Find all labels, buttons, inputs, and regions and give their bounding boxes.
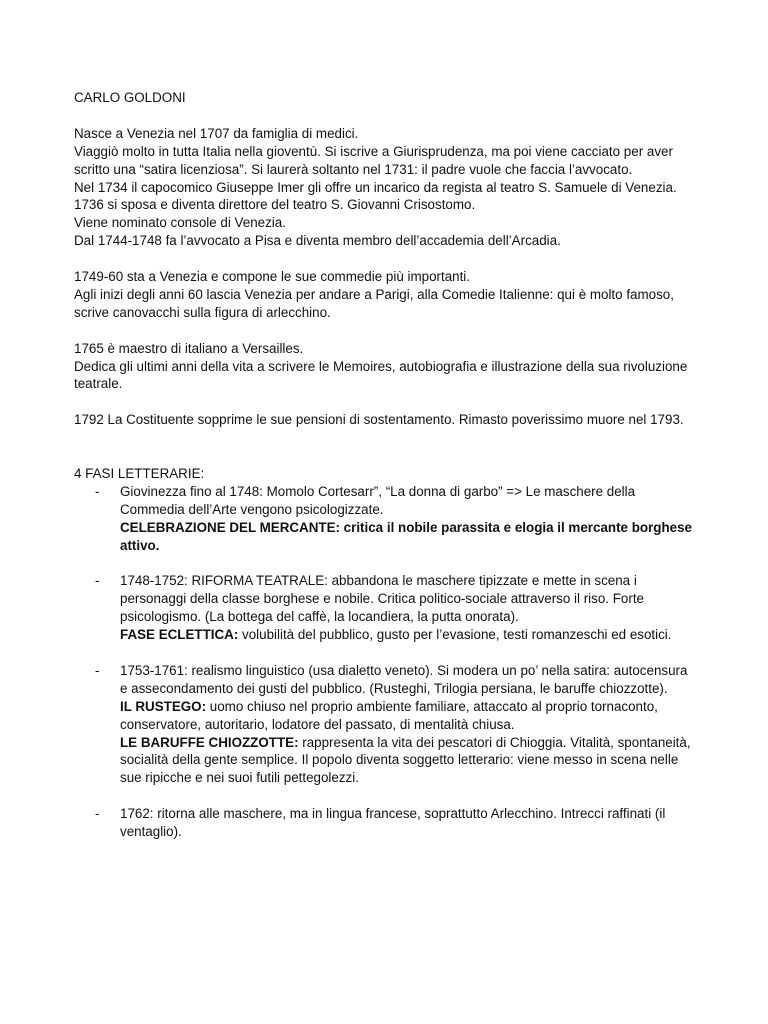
bullet-dash: - bbox=[95, 573, 100, 589]
phase-bold-label: LE BARUFFE CHIOZZOTTE: bbox=[120, 734, 299, 750]
phase-bold-text: rappresenta la vita dei pescatori di Chioggia. Vitalità, spontaneità, socialità della gente semplice. Il popolo diventa soggetto letterario: viene messo in scena nelle sue ripicche e nei suoi futili pettegolezzi. bbox=[120, 734, 691, 786]
phase-item bbox=[74, 805, 694, 841]
document-body bbox=[74, 89, 694, 841]
phase-text: 1748-1752: RIFORMA TEATRALE: abbandona le maschere tipizzate e mette in scena i personaggi della classe borghese e nobile. Critica politico-sociale attraverso il riso. Forte psicologismo. (La bottega del caffè, la locandiera, la putta onorata). bbox=[120, 573, 644, 625]
phase-bold-text: volubilità del pubblico, gusto per l’evasione, testi romanzeschi ed esotici. bbox=[238, 627, 672, 643]
phase-bold-label: CELEBRAZIONE DEL MERCANTE: critica il nobile parassita e elogia il mercante borghese attivo. bbox=[120, 519, 692, 553]
phase-bold-label: FASE ECLETTICA: bbox=[120, 627, 239, 643]
phase-text: 1753-1761: realismo linguistico (usa dialetto veneto). Si modera un po’ nella satira: autocensura e assecondamento dei gusti del pubblico. (Rusteghi, Trilogia persiana, le baruffe chiozzotte). bbox=[120, 662, 688, 696]
phase-bold-label: IL RUSTEGO: bbox=[120, 698, 207, 714]
phase-item bbox=[74, 572, 694, 644]
bullet-dash: - bbox=[95, 662, 100, 678]
paris-line: 1749-60 sta a Venezia e compone le sue commedie più importanti. bbox=[74, 269, 471, 285]
paris-line: Agli inizi degli anni 60 lascia Venezia per andare a Parigi, alla Comedie Italienne: qui è molto famoso, scrive canovacchi sulla figura di arlecchino. bbox=[74, 286, 674, 320]
bullet-dash: - bbox=[95, 806, 100, 822]
bio-line: Nasce a Venezia nel 1707 da famiglia di medici. bbox=[74, 125, 359, 141]
phase-text: 1762: ritorna alle maschere, ma in lingua francese, soprattutto Arlecchino. Intrecci raffinati (il ventaglio). bbox=[120, 806, 666, 840]
bio-line: Nel 1734 il capocomico Giuseppe Imer gli offre un incarico da regista al teatro S. Samuele di Venezia. bbox=[74, 179, 677, 195]
bio-line: Viene nominato console di Venezia. bbox=[74, 215, 286, 231]
versailles-line: 1765 è maestro di italiano a Versailles. bbox=[74, 340, 304, 356]
phase-item bbox=[74, 483, 694, 555]
bio-line: Dal 1744-1748 fa l’avvocato a Pisa e diventa membro dell’accademia dell’Arcadia. bbox=[74, 233, 561, 249]
bullet-dash: - bbox=[95, 483, 100, 499]
phase-bold-text: uomo chiuso nel proprio ambiente familiare, attaccato al proprio tornaconto, conservatore, autoritario, lodatore del passato, di mentalità chiusa. bbox=[120, 698, 658, 732]
phases-heading: 4 FASI LETTERARIE: bbox=[74, 465, 205, 481]
bio-line: 1736 si sposa e diventa direttore del teatro S. Giovanni Crisostomo. bbox=[74, 197, 476, 213]
document-title: CARLO GOLDONI bbox=[74, 90, 186, 105]
bio-line: Viaggiò molto in tutta Italia nella gioventù. Si iscrive a Giurisprudenza, ma poi viene cacciato per aver scritto una “satira licenziosa”. Si laurerà soltanto nel 1731: il padre vuole che faccia l’avvocato. bbox=[74, 143, 673, 177]
phase-item bbox=[74, 662, 694, 787]
death-line: 1792 La Costituente sopprime le sue pensioni di sostentamento. Rimasto poverissimo muore nel 1793. bbox=[74, 412, 684, 428]
phase-text: Giovinezza fino al 1748: Momolo Cortesarr”, “La donna di garbo” => Le maschere della Commedia dell’Arte vengono psicologizzate. bbox=[120, 483, 636, 517]
versailles-line: Dedica gli ultimi anni della vita a scrivere le Memoires, autobiografia e illustrazione della sua rivoluzione teatrale. bbox=[74, 358, 688, 392]
